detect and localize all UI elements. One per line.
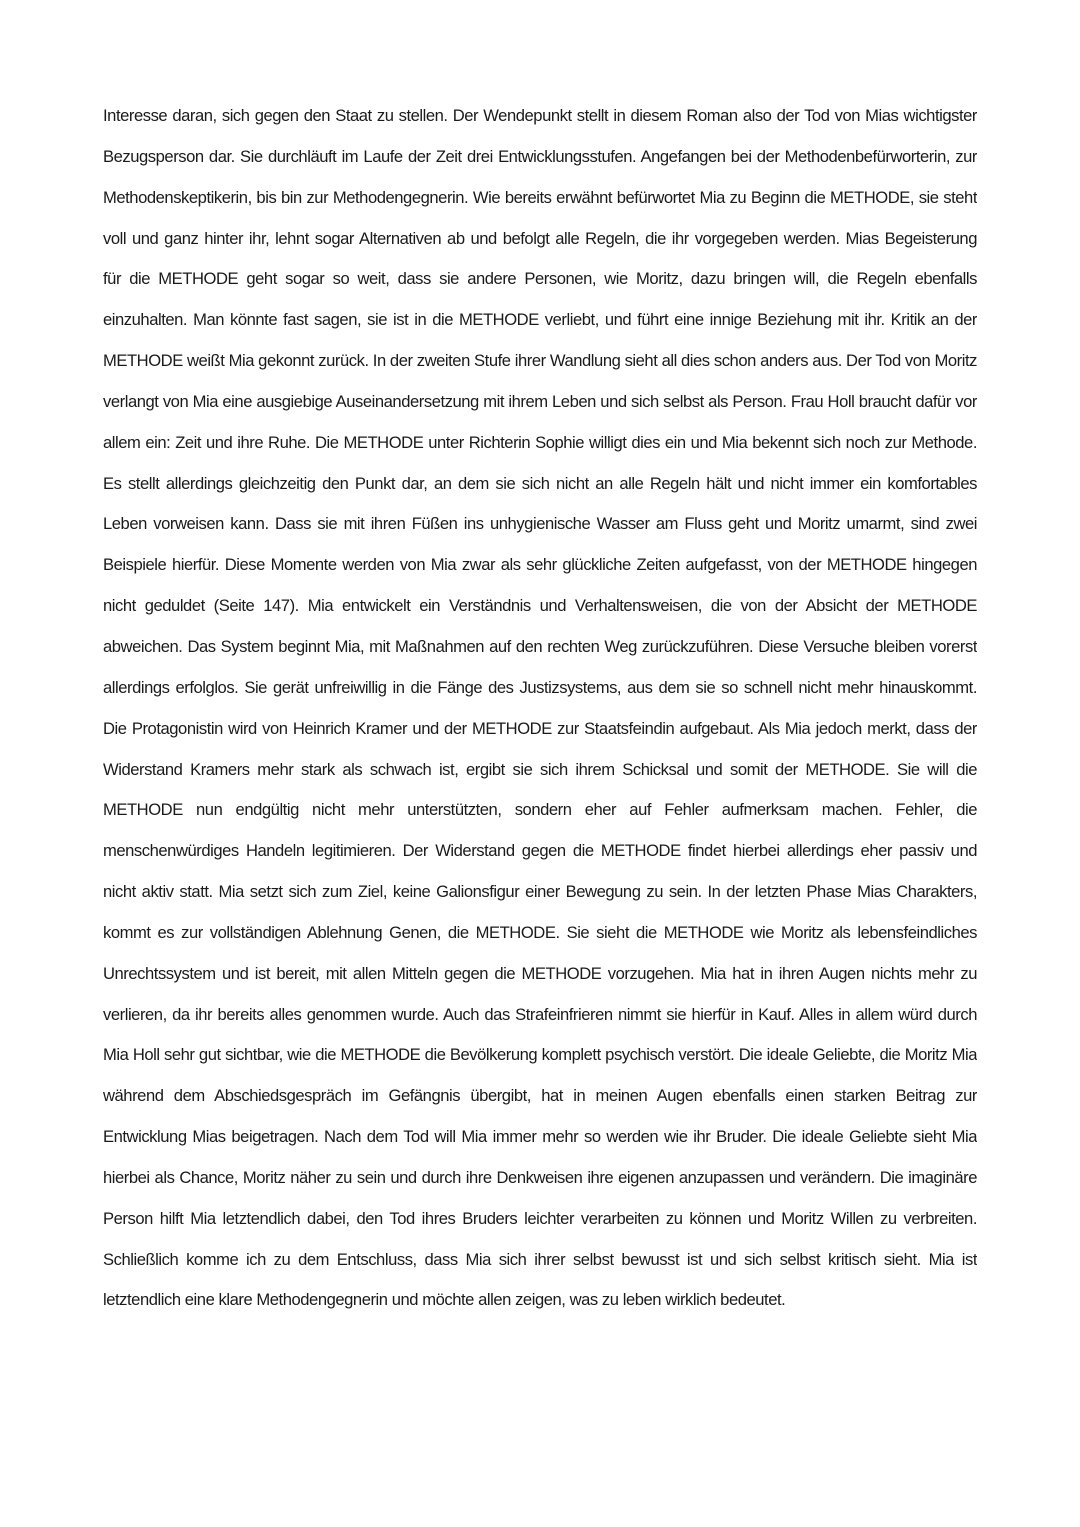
- text-line: allerdings erfolglos. Sie gerät unfreiwillig in die Fänge des Justizsystems, aus dem sie so schnell nicht mehr hinauskommt.: [103, 677, 977, 697]
- text-line: menschenwürdiges Handeln legitimieren. Der Widerstand gegen die METHODE findet hierbei allerdings eher passiv und: [103, 841, 977, 861]
- text-line-last: letztendlich eine klare Methodengegnerin und möchte allen zeigen, was zu leben wirklich bedeutet.: [103, 1290, 786, 1310]
- text-line: hierbei als Chance, Moritz näher zu sein und durch ihre Denkweisen ihre eigenen anzupassen und verändern. Die imaginäre: [103, 1167, 977, 1187]
- text-line: Person hilft Mia letztendlich dabei, den Tod ihres Bruders leichter verarbeiten zu können und Moritz Willen zu verbreiten.: [103, 1208, 977, 1228]
- text-line: voll und ganz hinter ihr, lehnt sogar Alternativen ab und befolgt alle Regeln, die ihr vorgegeben werden. Mias Begeisterung: [103, 228, 977, 248]
- text-line: Mia Holl sehr gut sichtbar, wie die METHODE die Bevölkerung komplett psychisch verstört. Die ideale Geliebte, die Moritz Mia: [103, 1045, 977, 1065]
- text-line: allem ein: Zeit und ihre Ruhe. Die METHODE unter Richterin Sophie willigt dies ein und Mia bekennt sich noch zur Methode.: [103, 432, 977, 452]
- text-line: Leben vorweisen kann. Dass sie mit ihren Füßen ins unhygienische Wasser am Fluss geht und Moritz umarmt, sind zwei: [103, 514, 977, 534]
- text-line: abweichen. Das System beginnt Mia, mit Maßnahmen auf den rechten Weg zurückzuführen. Diese Versuche bleiben vorerst: [103, 636, 977, 656]
- text-line: Interesse daran, sich gegen den Staat zu stellen. Der Wendepunkt stellt in diesem Roman also der Tod von Mias wichtigster: [103, 106, 977, 125]
- text-line: Es stellt allerdings gleichzeitig den Punkt dar, an dem sie sich nicht an alle Regeln hält und nicht immer ein komfortables: [103, 473, 977, 493]
- text-line: nicht aktiv statt. Mia setzt sich zum Ziel, keine Galionsfigur einer Bewegung zu sein. In der letzten Phase Mias Charakters,: [103, 882, 977, 902]
- text-line: Entwicklung Mias beigetragen. Nach dem Tod will Mia immer mehr so werden wie ihr Bruder. Die ideale Geliebte sieht Mia: [103, 1127, 977, 1147]
- text-line: Die Protagonistin wird von Heinrich Kramer und der METHODE zur Staatsfeindin aufgebaut. Als Mia jedoch merkt, dass der: [103, 718, 977, 738]
- text-line: Beispiele hierfür. Diese Momente werden von Mia zwar als sehr glückliche Zeiten aufgefasst, von der METHODE hingegen: [103, 555, 977, 575]
- text-line: Unrechtssystem und ist bereit, mit allen Mitteln gegen die METHODE vorzugehen. Mia hat in ihren Augen nichts mehr zu: [103, 963, 977, 983]
- text-line: während dem Abschiedsgespräch im Gefängnis übergibt, hat in meinen Augen ebenfalls einen starken Beitrag zur: [103, 1086, 977, 1106]
- essay-paragraph: [103, 102, 977, 1327]
- text-line: Bezugsperson dar. Sie durchläuft im Laufe der Zeit drei Entwicklungsstufen. Angefangen bei der Methodenbefürworterin, zur: [103, 146, 977, 166]
- text-line: verlangt von Mia eine ausgiebige Auseinandersetzung mit ihrem Leben und sich selbst als Person. Frau Holl braucht dafür vor: [103, 391, 977, 411]
- text-line: Widerstand Kramers mehr stark als schwach ist, ergibt sie sich ihrem Schicksal und somit der METHODE. Sie will die: [103, 759, 977, 779]
- text-line: Methodenskeptikerin, bis bin zur Methodengegnerin. Wie bereits erwähnt befürwortet Mia zu Beginn die METHODE, sie steht: [103, 187, 977, 207]
- text-line: METHODE weißt Mia gekonnt zurück. In der zweiten Stufe ihrer Wandlung sieht all dies schon anders aus. Der Tod von Moritz: [103, 351, 977, 371]
- text-line: für die METHODE geht sogar so weit, dass sie andere Personen, wie Moritz, dazu bringen will, die Regeln ebenfalls: [103, 269, 977, 289]
- text-line: kommt es zur vollständigen Ablehnung Genen, die METHODE. Sie sieht die METHODE wie Moritz als lebensfeindliches: [103, 922, 977, 942]
- text-line: METHODE nun endgültig nicht mehr unterstützten, sondern eher auf Fehler aufmerksam machen. Fehler, die: [103, 800, 977, 820]
- text-line: einzuhalten. Man könnte fast sagen, sie ist in die METHODE verliebt, und führt eine innige Beziehung mit ihr. Kritik an der: [103, 310, 977, 330]
- text-line: Schließlich komme ich zu dem Entschluss, dass Mia sich ihrer selbst bewusst ist und sich selbst kritisch sieht. Mia ist: [103, 1249, 977, 1269]
- text-line: verlieren, da ihr bereits alles genommen wurde. Auch das Strafeinfrieren nimmt sie hierfür in Kauf. Alles in allem würd durch: [103, 1004, 977, 1024]
- text-line: nicht geduldet (Seite 147). Mia entwickelt ein Verständnis und Verhaltensweisen, die von der Absicht der METHODE: [103, 596, 977, 616]
